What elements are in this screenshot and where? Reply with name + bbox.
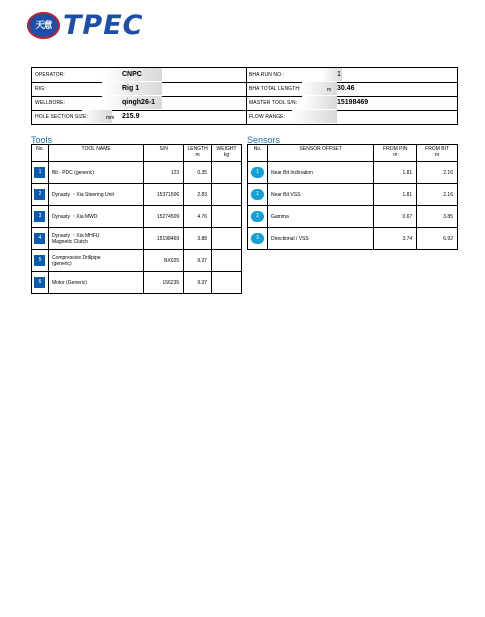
tool-number-badge: 5	[34, 255, 45, 266]
hole-size-value: 215.9	[122, 113, 140, 120]
sensor-from-pin-cell: 1.81	[374, 184, 417, 206]
tool-name: Motor (Generic)	[51, 279, 87, 286]
bha-length-unit: m	[327, 87, 332, 93]
sensor-name-cell: Near Bit VSS	[267, 184, 373, 206]
tools-table	[31, 144, 242, 294]
tool-name-cell	[48, 228, 143, 250]
tool-name: Bit - PDC (generic)	[51, 169, 94, 176]
sensor-number-badge: 1	[251, 189, 264, 200]
bha-length-value: 30.46	[337, 85, 355, 92]
tool-number-badge: 6	[34, 277, 45, 288]
tool-no-cell	[32, 184, 49, 206]
shade	[302, 96, 337, 109]
bha-run-value: 1	[337, 71, 341, 78]
from-bit-text: FROM BIT	[425, 146, 450, 152]
info-row-1	[32, 68, 457, 83]
sensor-no-cell	[248, 206, 268, 228]
tool-length-cell: 9.27	[184, 250, 212, 272]
tool-no-cell	[32, 206, 49, 228]
tool-sn-cell: NX025	[144, 250, 184, 272]
shade	[302, 82, 337, 95]
sensor-from-bit-cell: 2.16	[417, 184, 458, 206]
table-row	[32, 162, 242, 184]
tool-length-cell: 4.76	[184, 206, 212, 228]
tool-length-cell: 3.88	[184, 228, 212, 250]
tool-number-badge: 1	[34, 167, 45, 178]
from-pin-unit: m	[393, 152, 398, 158]
info-row-4	[32, 110, 457, 124]
sensor-from-bit-cell: 6.92	[417, 228, 458, 250]
master-tool-label: MASTER TOOL S/N:	[249, 100, 298, 106]
sensor-from-pin-cell: 1.81	[374, 162, 417, 184]
logo-seal-text: 天意	[35, 21, 52, 31]
tool-number-badge: 3	[34, 211, 45, 222]
rig-label: RIG:	[35, 86, 46, 92]
tools-no-header: No.	[32, 145, 49, 162]
sensors-title: Sensors	[247, 135, 281, 145]
tool-name-cell	[48, 184, 143, 206]
master-tool-value: 15198469	[337, 99, 369, 106]
sensor-from-bit-cell: 2.16	[417, 162, 458, 184]
tool-name-cell	[48, 250, 143, 272]
table-row	[248, 228, 458, 250]
sensor-no-cell	[248, 184, 268, 206]
sensor-from-pin-cell: 3.74	[374, 228, 417, 250]
sensor-name-cell: Directional / VSS	[267, 228, 373, 250]
length-unit: m	[195, 152, 200, 158]
wellbore-label: WELLBORE:	[35, 100, 66, 106]
rig-value: Rig 1	[122, 85, 140, 92]
tool-length-cell: 0.35	[184, 162, 212, 184]
sensor-name-cell: Near Bit Inclination	[267, 162, 373, 184]
sensors-from-pin-header	[374, 145, 417, 162]
hole-size-unit: mm	[106, 115, 115, 121]
sensors-no-header: No.	[248, 145, 268, 162]
sensor-number-badge: 3	[251, 233, 264, 244]
hole-size-label: HOLE SECTION SIZE:	[35, 114, 88, 120]
tools-weight-header	[212, 145, 242, 162]
tool-length-cell: 2.83	[184, 184, 212, 206]
table-row	[32, 228, 242, 250]
tool-number-badge: 4	[34, 233, 45, 244]
weight-unit: kg	[223, 152, 230, 158]
tool-sn-cell: 15274509	[144, 206, 184, 228]
tool-length-cell: 9.37	[184, 272, 212, 294]
sensors-offset-header: SENSOR OFFSET	[267, 145, 373, 162]
info-row-2	[32, 82, 457, 97]
length-header-text: LENGTH	[187, 146, 208, 152]
table-row	[248, 162, 458, 184]
tool-name-cell	[48, 272, 143, 294]
bha-length-label: BHA TOTAL LENGTH:	[249, 86, 301, 92]
sensor-number-badge: 1	[251, 167, 264, 178]
tools-title: Tools	[31, 135, 53, 145]
tool-no-cell	[32, 162, 49, 184]
table-row	[248, 206, 458, 228]
tool-name-line2: (generic)	[51, 260, 72, 267]
tool-number-badge: 2	[34, 189, 45, 200]
weight-header-text: WEIGHT	[216, 146, 237, 152]
tool-no-cell	[32, 228, 49, 250]
bha-run-label: BHA RUN NO.:	[249, 72, 285, 78]
logo-seal	[27, 12, 60, 39]
tool-name-line2: Magnetic Clutch	[51, 239, 88, 245]
tool-weight-cell	[212, 162, 242, 184]
tool-weight-cell	[212, 206, 242, 228]
tool-name: Compressive Drillpipe	[51, 254, 101, 261]
logo-brand: TPEC	[63, 10, 144, 41]
table-row	[32, 272, 242, 294]
table-row	[248, 184, 458, 206]
tools-header-row	[32, 145, 242, 162]
sensor-name-cell: Gamma	[267, 206, 373, 228]
bha-info-table	[31, 67, 458, 125]
sensors-table	[247, 144, 458, 250]
sensor-from-pin-cell: 0.67	[374, 206, 417, 228]
tool-name: Dynasty ・Xia MHFU	[51, 233, 100, 239]
wellbore-value: qingh26-1	[122, 99, 156, 106]
shade	[292, 110, 337, 123]
table-row	[32, 184, 242, 206]
sensor-no-cell	[248, 162, 268, 184]
flow-range-label: FLOW RANGE:	[249, 114, 286, 120]
sensors-header-row	[248, 145, 458, 162]
sensors-from-bit-header	[417, 145, 458, 162]
table-row	[32, 250, 242, 272]
tool-no-cell	[32, 272, 49, 294]
tool-sn-cell: 15198469	[144, 228, 184, 250]
operator-value: CNPC	[122, 71, 142, 78]
tool-name: Dynasty ・Xia MWD	[51, 214, 98, 220]
tool-no-cell	[32, 250, 49, 272]
sensor-number-badge: 2	[251, 211, 264, 222]
tool-name-cell	[48, 162, 143, 184]
tool-sn-cell: 15371506	[144, 184, 184, 206]
tools-sn-header: S/N	[144, 145, 184, 162]
tool-name-cell	[48, 206, 143, 228]
tool-weight-cell	[212, 184, 242, 206]
tool-sn-cell: 123	[144, 162, 184, 184]
operator-label: OPERATOR:	[35, 72, 65, 78]
tool-name: Dynasty ・Xia Steering Unit	[51, 192, 114, 198]
tools-name-header: TOOL NAME	[48, 145, 143, 162]
tool-sn-cell: 156235	[144, 272, 184, 294]
company-logo	[27, 11, 157, 39]
from-pin-text: FROM PIN	[383, 146, 408, 152]
tool-weight-cell	[212, 250, 242, 272]
tools-length-header	[184, 145, 212, 162]
table-row	[32, 206, 242, 228]
sensor-no-cell	[248, 228, 268, 250]
tool-weight-cell	[212, 228, 242, 250]
sensor-from-bit-cell: 3.85	[417, 206, 458, 228]
tool-weight-cell	[212, 272, 242, 294]
from-bit-unit: m	[435, 152, 440, 158]
info-row-3	[32, 96, 457, 111]
